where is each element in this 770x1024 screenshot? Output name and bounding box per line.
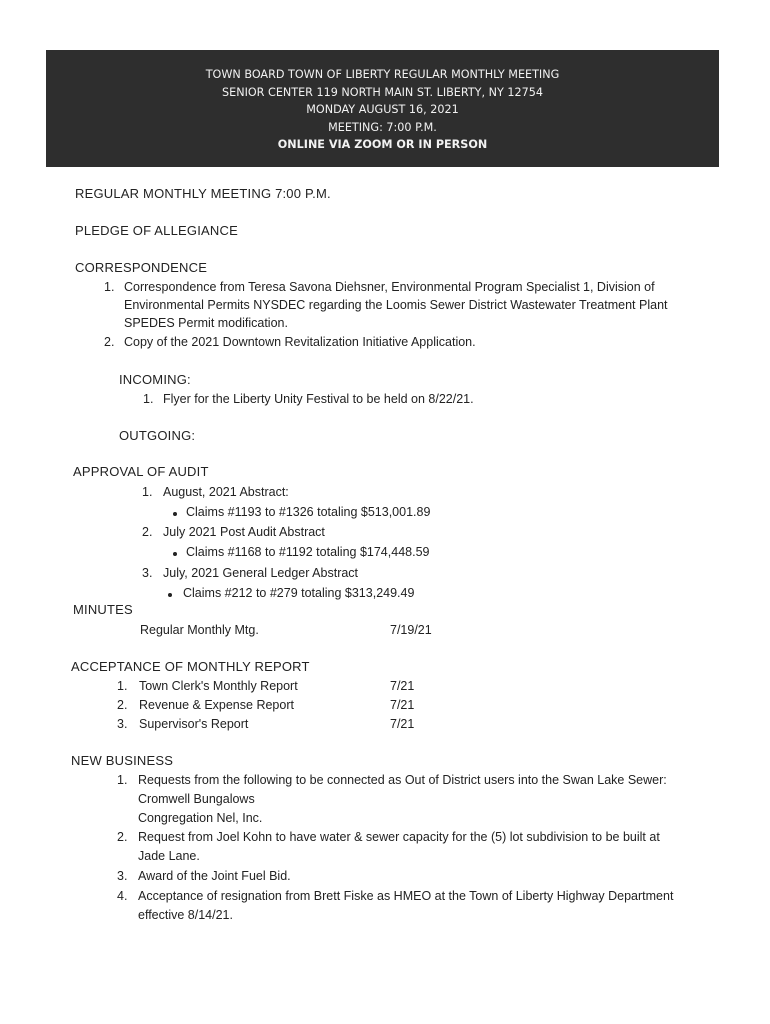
section-minutes: MINUTES <box>73 602 133 617</box>
audit-claims: Claims #1193 to #1326 totaling $513,001.89 <box>186 505 431 519</box>
section-new-business: NEW BUSINESS <box>71 753 174 768</box>
meeting-header <box>46 50 719 167</box>
list-item-text: Request from Joel Kohn to have water & sewer capacity for the (5) lot subdivision to be built at <box>138 830 660 844</box>
list-number: 1. <box>104 280 115 294</box>
bullet-icon <box>173 552 177 556</box>
list-item-text: Congregation Nel, Inc. <box>138 811 263 825</box>
list-number: 1. <box>117 679 128 693</box>
incoming-item: Flyer for the Liberty Unity Festival to be held on 8/22/21. <box>163 392 474 406</box>
report-label: Supervisor's Report <box>139 717 249 731</box>
minutes-label: Regular Monthly Mtg. <box>140 623 259 637</box>
report-date: 7/21 <box>390 698 415 712</box>
list-number: 2. <box>117 698 128 712</box>
header-date: MONDAY AUGUST 16, 2021 <box>306 103 459 116</box>
list-number: 1. <box>142 485 153 499</box>
section-approval-of-audit: APPROVAL OF AUDIT <box>73 464 209 479</box>
list-item-text: Jade Lane. <box>138 849 200 863</box>
report-label: Revenue & Expense Report <box>139 698 294 712</box>
list-number: 1. <box>143 392 154 406</box>
list-number: 4. <box>117 889 128 903</box>
section-monthly-report: ACCEPTANCE OF MONTHLY REPORT <box>71 659 310 674</box>
header-attendance: ONLINE VIA ZOOM OR IN PERSON <box>277 138 488 151</box>
audit-claims: Claims #1168 to #1192 totaling $174,448.59 <box>186 545 430 559</box>
list-number: 2. <box>117 830 128 844</box>
report-date: 7/21 <box>390 717 415 731</box>
list-item-text: SPEDES Permit modification. <box>124 316 288 330</box>
audit-abstract: July 2021 Post Audit Abstract <box>163 525 325 539</box>
outgoing-label: OUTGOING: <box>119 428 196 443</box>
list-item-text: Award of the Joint Fuel Bid. <box>138 869 291 883</box>
list-item-text: effective 8/14/21. <box>138 908 233 922</box>
header-time: MEETING: 7:00 P.M. <box>328 120 437 134</box>
bullet-icon <box>173 512 177 516</box>
list-item-text: Requests from the following to be connected as Out of District users into the Swan Lake Sewer: <box>138 773 667 787</box>
list-item-text: Cromwell Bungalows <box>138 792 255 806</box>
section-regular-meeting: REGULAR MONTHLY MEETING 7:00 P.M. <box>75 186 331 201</box>
audit-abstract: July, 2021 General Ledger Abstract <box>163 566 359 580</box>
audit-abstract: August, 2021 Abstract: <box>163 485 289 499</box>
list-number: 3. <box>117 717 128 731</box>
section-correspondence: CORRESPONDENCE <box>75 260 208 275</box>
list-number: 2. <box>142 525 153 539</box>
list-item-text: Copy of the 2021 Downtown Revitalization Initiative Application. <box>124 335 476 349</box>
audit-claims: Claims #212 to #279 totaling $313,249.49 <box>183 586 415 600</box>
section-pledge: PLEDGE OF ALLEGIANCE <box>75 223 238 238</box>
list-number: 3. <box>142 566 153 580</box>
list-item-text: Correspondence from Teresa Savona Diehsner, Environmental Program Specialist 1, Division of <box>124 280 655 294</box>
list-number: 2. <box>104 335 115 349</box>
list-item-text: Environmental Permits NYSDEC regarding the Loomis Sewer District Wastewater Treatment Plant <box>124 298 668 312</box>
list-number: 3. <box>117 869 128 883</box>
list-item-text: Acceptance of resignation from Brett Fiske as HMEO at the Town of Liberty Highway Department <box>138 889 674 903</box>
report-label: Town Clerk's Monthly Report <box>139 679 298 693</box>
header-title: TOWN BOARD TOWN OF LIBERTY REGULAR MONTHLY MEETING <box>205 68 560 81</box>
report-date: 7/21 <box>390 679 415 693</box>
header-location: SENIOR CENTER 119 NORTH MAIN ST. LIBERTY, NY 12754 <box>222 85 543 99</box>
minutes-date: 7/19/21 <box>390 623 432 637</box>
list-number: 1. <box>117 773 128 787</box>
incoming-label: INCOMING: <box>119 372 191 387</box>
bullet-icon <box>168 593 172 597</box>
